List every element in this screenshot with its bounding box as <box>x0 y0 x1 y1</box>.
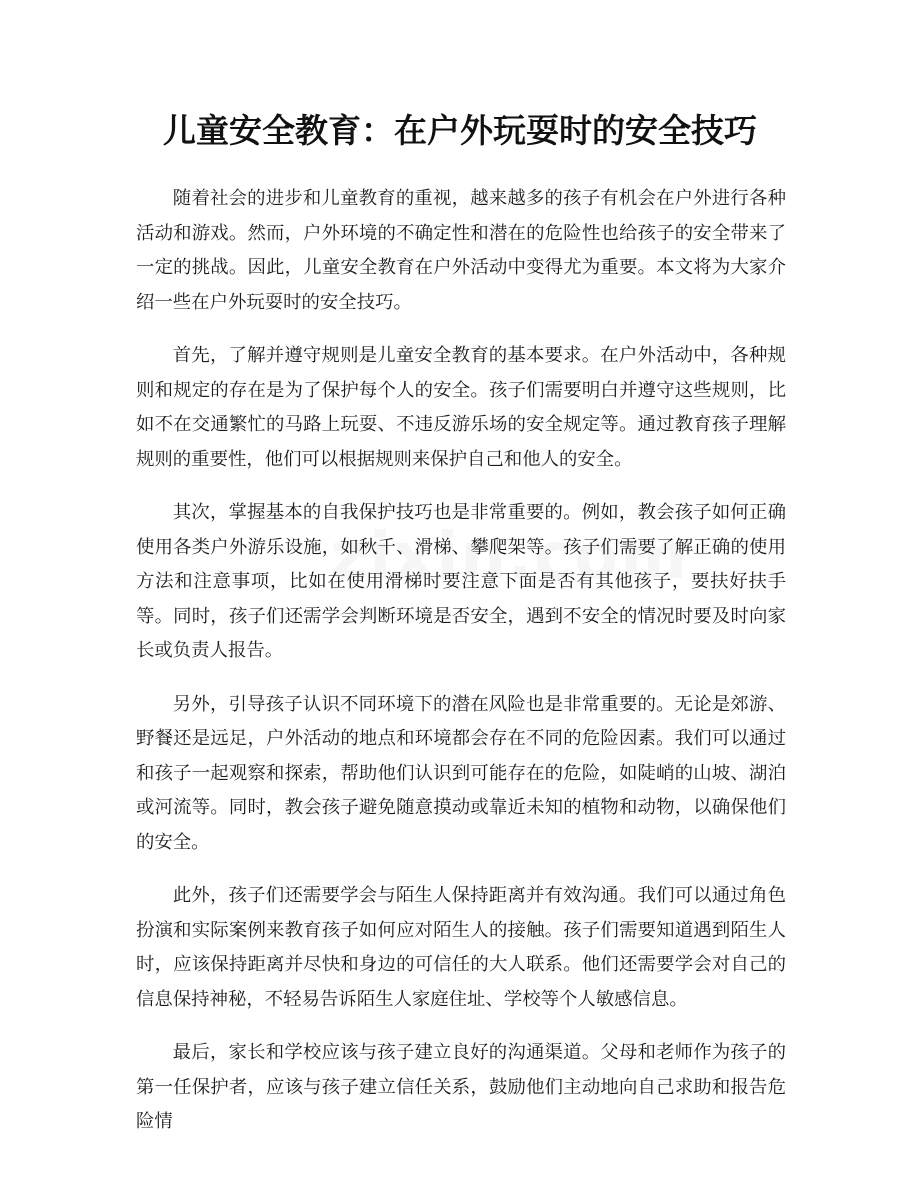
paragraph-intro: 随着社会的进步和儿童教育的重视，越来越多的孩子有机会在户外进行各种活动和游戏。然而，户外环境的不确定性和潜在的危险性也给孩子的安全带来了一定的挑战。因此，儿童安全教育在户外活动中变得尤为重要。本文将为大家介绍一些在户外玩耍时的安全技巧。 <box>136 188 786 313</box>
document-body <box>136 182 786 1159</box>
document-title: 儿童安全教育：在户外玩耍时的安全技巧 <box>163 111 757 150</box>
paragraph-self-protection: 其次，掌握基本的自我保护技巧也是非常重要的。例如，教会孩子如何正确使用各类户外游乐设施，如秋千、滑梯、攀爬架等。孩子们需要了解正确的使用方法和注意事项，比如在使用滑梯时要注意下面是否有其他孩子，要扶好扶手等。同时，孩子们还需学会判断环境是否安全，遇到不安全的情况时要及时向家长或负责人报告。 <box>136 502 786 661</box>
paragraph-strangers: 此外，孩子们还需要学会与陌生人保持距离并有效沟通。我们可以通过角色扮演和实际案例来教育孩子如何应对陌生人的接触。孩子们需要知道遇到陌生人时，应该保持距离并尽快和身边的可信任的大人联系。他们还需要学会对自己的信息保持神秘，不轻易告诉陌生人家庭住址、学校等个人敏感信息。 <box>136 885 786 1010</box>
paragraph-risks: 另外，引导孩子认识不同环境下的潜在风险也是非常重要的。无论是郊游、野餐还是远足，户外活动的地点和环境都会存在不同的危险因素。我们可以通过和孩子一起观察和探索，帮助他们认识到可能存在的危险，如陡峭的山坡、湖泊或河流等。同时，教会孩子避免随意摸动或靠近未知的植物和动物，以确保他们的安全。 <box>136 693 786 853</box>
paragraph-rules: 首先，了解并遵守规则是儿童安全教育的基本要求。在户外活动中，各种规则和规定的存在是为了保护每个人的安全。孩子们需要明白并遵守这些规则，比如不在交通繁忙的马路上玩耍、不违反游乐场的安全规定等。通过教育孩子理解规则的重要性，他们可以根据规则来保护自己和他人的安全。 <box>136 345 786 470</box>
paragraph-communication: 最后，家长和学校应该与孩子建立良好的沟通渠道。父母和老师作为孩子的第一任保护者，应该与孩子建立信任关系，鼓励他们主动地向自己求助和报告危险情 <box>136 1042 786 1132</box>
